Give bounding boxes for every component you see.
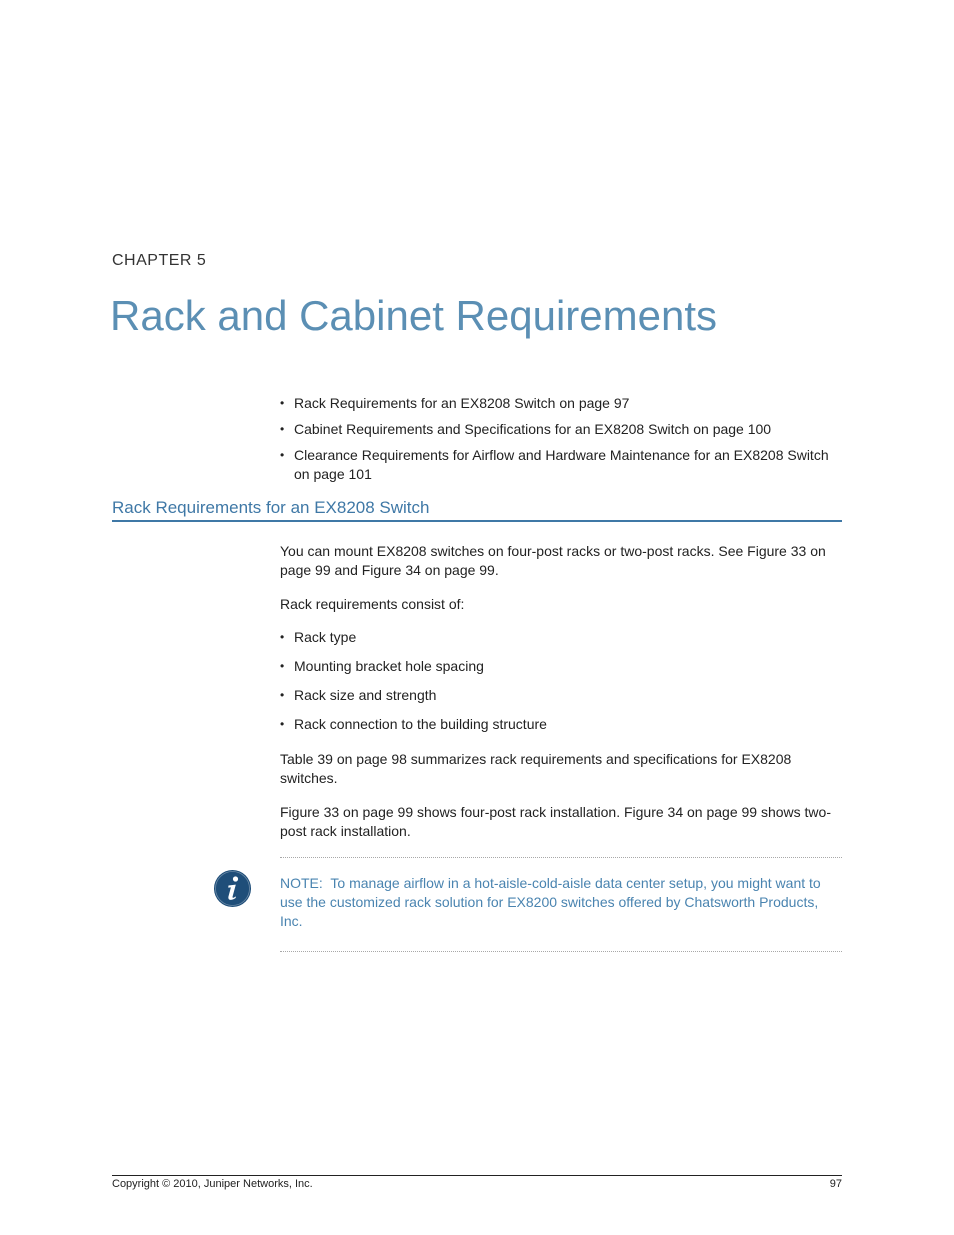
note-text [280,874,842,931]
note-label: NOTE: [280,875,323,891]
note-top-rule [280,857,842,858]
note-body: To manage airflow in a hot-aisle-cold-aisle data center setup, you might want to use the customized rack solution for EX8200 switches offered by Chatsworth Products, Inc. [280,875,821,929]
note-bottom-rule [280,951,842,952]
chapter-title: Rack and Cabinet Requirements [110,292,717,339]
intro-paragraph: You can mount EX8208 switches on four-post racks or two-post racks. See Figure 33 on page 99 and Figure 34 on page 99. [280,543,826,578]
info-icon [213,869,252,908]
list-item: • Rack connection to the building structure [280,715,840,734]
table-reference-paragraph: Table 39 on page 98 summarizes rack requirements and specifications for EX8208 switches. [280,751,792,786]
list-item: • Mounting bracket hole spacing [280,657,840,676]
toc-item-cabinet-requirements[interactable]: • Cabinet Requirements and Specifications for an EX8208 Switch on page 100 [280,420,840,439]
section-heading: Rack Requirements for an EX8208 Switch [112,497,842,522]
figure-reference-paragraph: Figure 33 on page 99 shows four-post rack installation. Figure 34 on page 99 shows two-post rack installation. [280,804,831,839]
requirements-list [280,628,840,744]
consists-paragraph: Rack requirements consist of: [280,596,465,612]
chapter-label: CHAPTER 5 [112,252,207,269]
chapter-toc [280,394,840,491]
toc-item-rack-requirements[interactable]: • Rack Requirements for an EX8208 Switch on page 97 [280,394,840,413]
page-number: 97 [829,1178,842,1190]
list-item: • Rack size and strength [280,686,840,705]
footer-copyright: Copyright © 2010, Juniper Networks, Inc. [112,1178,313,1190]
list-item: • Rack type [280,628,840,647]
footer-rule [112,1175,842,1176]
toc-item-clearance-requirements[interactable]: • Clearance Requirements for Airflow and Hardware Maintenance for an EX8208 Switch on page 101 [280,446,840,484]
